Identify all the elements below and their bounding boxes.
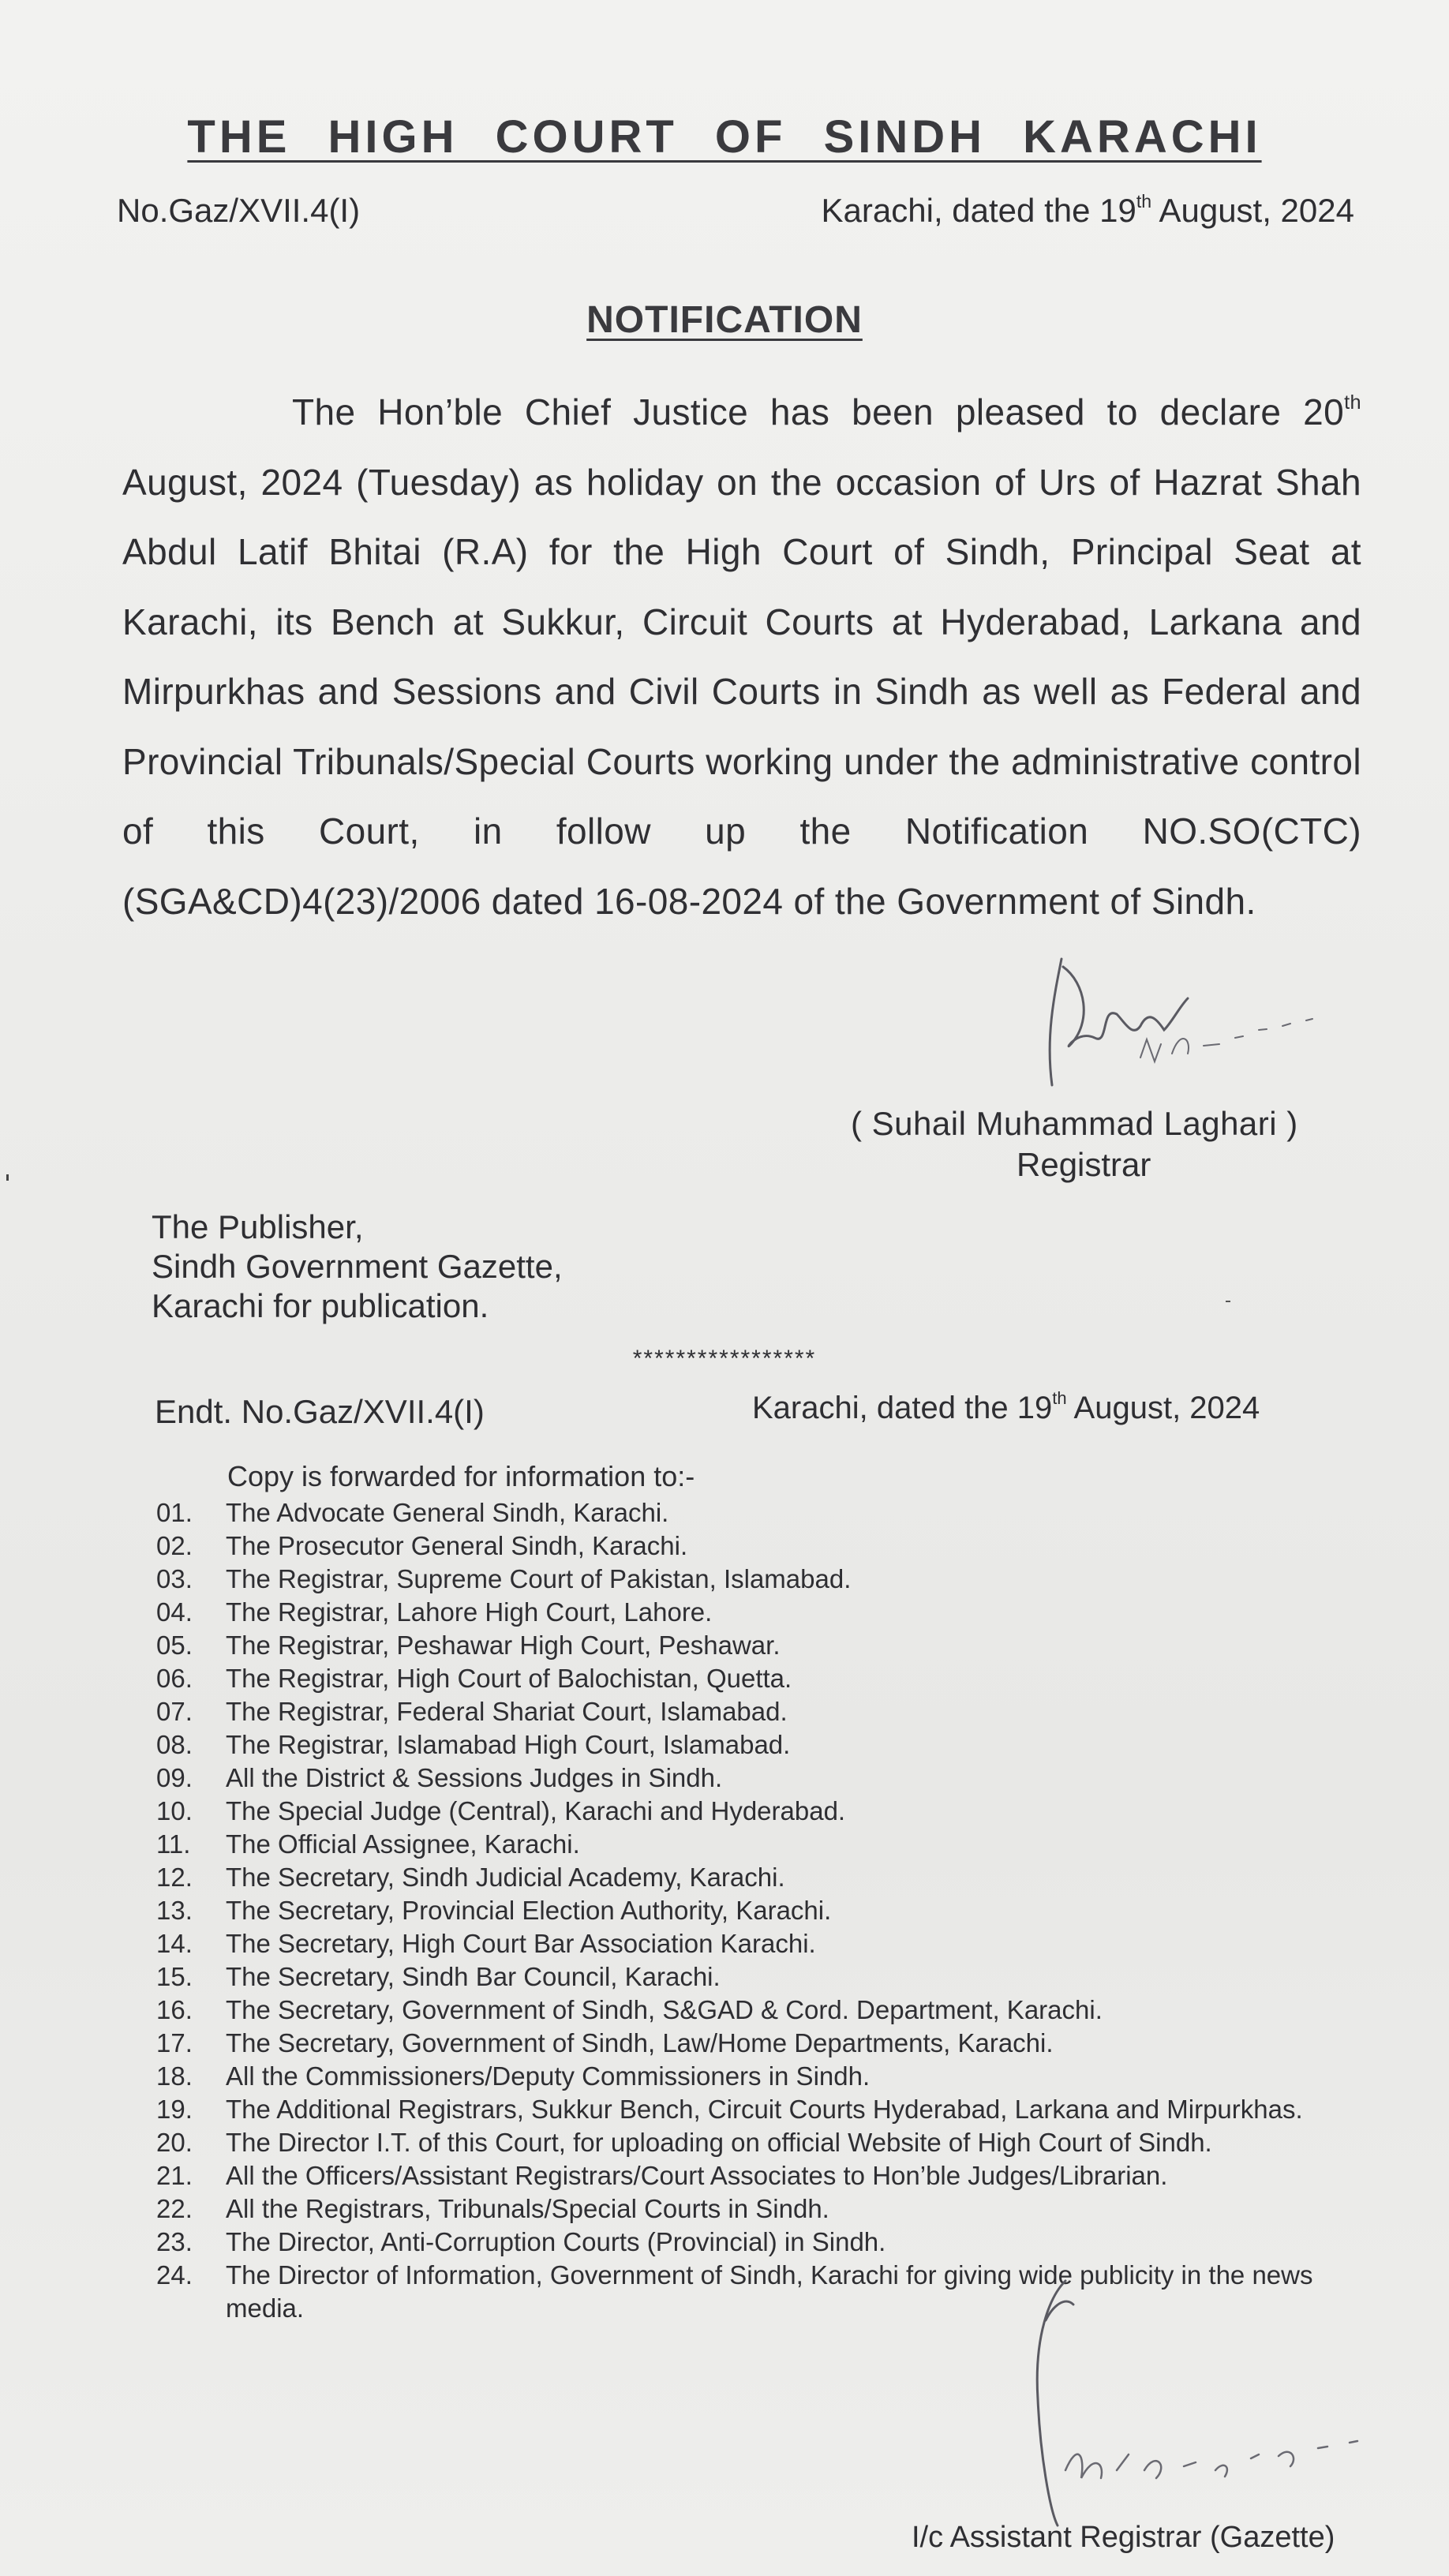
item-number: 09. xyxy=(156,1763,193,1792)
list-item xyxy=(156,2126,1340,2159)
list-item xyxy=(156,2226,1340,2259)
list-item xyxy=(156,1596,1340,1629)
list-item xyxy=(156,1828,1340,1861)
item-text: All the Officers/Assistant Registrars/Court Associates to Hon’ble Judges/Librarian. xyxy=(226,2161,1168,2190)
item-text: The Registrar, Peshawar High Court, Peshawar. xyxy=(226,1631,781,1660)
item-number: 22. xyxy=(156,2194,193,2223)
issue-date-suffix: August, 2024 xyxy=(1151,192,1354,229)
item-text: The Director, Anti-Corruption Courts (Provincial) in Sindh. xyxy=(226,2227,886,2256)
margin-mark xyxy=(6,1174,9,1181)
list-item xyxy=(156,1894,1340,1927)
item-text: The Registrar, Federal Shariat Court, Islamabad. xyxy=(226,1697,788,1726)
court-title: THE HIGH COURT OF SINDH KARACHI xyxy=(187,111,1262,163)
item-number: 14. xyxy=(156,1929,193,1958)
item-number: 01. xyxy=(156,1498,193,1527)
assistant-registrar-signature xyxy=(1018,2273,1389,2533)
list-item xyxy=(156,1728,1340,1762)
list-item xyxy=(156,2192,1340,2226)
item-text: The Prosecutor General Sindh, Karachi. xyxy=(226,1531,688,1560)
item-number: 24. xyxy=(156,2260,193,2290)
item-text: All the District & Sessions Judges in Sindh. xyxy=(226,1763,723,1792)
item-number: 06. xyxy=(156,1664,193,1693)
item-text: The Director of Information, Government of Sindh, Karachi for giving wide publicity in the news media. xyxy=(226,2260,1313,2323)
list-item xyxy=(156,1861,1340,1894)
item-number: 03. xyxy=(156,1564,193,1593)
publisher-line: Sindh Government Gazette, xyxy=(152,1248,563,1285)
item-text: The Advocate General Sindh, Karachi. xyxy=(226,1498,669,1527)
issue-date xyxy=(822,192,1354,230)
item-text: The Secretary, Government of Sindh, S&GAD & Cord. Department, Karachi. xyxy=(226,1995,1103,2024)
publisher-line: The Publisher, xyxy=(152,1208,364,1245)
item-number: 10. xyxy=(156,1796,193,1825)
reference-number: No.Gaz/XVII.4(I) xyxy=(117,192,361,229)
recipient-list xyxy=(156,1496,1340,2325)
list-item xyxy=(156,1960,1340,1994)
item-number: 20. xyxy=(156,2128,193,2157)
item-number: 16. xyxy=(156,1995,193,2024)
item-number: 13. xyxy=(156,1896,193,1925)
item-number: 18. xyxy=(156,2061,193,2091)
item-text: The Secretary, Government of Sindh, Law/Home Departments, Karachi. xyxy=(226,2028,1054,2057)
list-item xyxy=(156,2159,1340,2192)
item-number: 04. xyxy=(156,1597,193,1627)
list-item xyxy=(156,1530,1340,1563)
item-text: The Secretary, Provincial Election Authority, Karachi. xyxy=(226,1896,832,1925)
list-item xyxy=(156,2027,1340,2060)
endorsement-date-ordinal: th xyxy=(1052,1388,1067,1409)
list-item xyxy=(156,1563,1340,1596)
issue-date-ordinal: th xyxy=(1136,190,1152,212)
item-text: The Director I.T. of this Court, for uploading on official Website of High Court of Sindh. xyxy=(226,2128,1212,2157)
item-number: 05. xyxy=(156,1631,193,1660)
copy-forward-intro: Copy is forwarded for information to:- xyxy=(227,1460,695,1492)
list-item xyxy=(156,1795,1340,1828)
endorsement-date-prefix: Karachi, dated the 19 xyxy=(752,1391,1053,1425)
signatory-name: ( Suhail Muhammad Laghari ) xyxy=(851,1105,1298,1142)
item-number: 19. xyxy=(156,2095,193,2124)
item-number: 12. xyxy=(156,1863,193,1892)
stray-mark xyxy=(1226,1301,1230,1302)
item-text: All the Registrars, Tribunals/Special Courts in Sindh. xyxy=(226,2194,829,2223)
body-text-part2: August, 2024 (Tuesday) as holiday on the occasion of Urs of Hazrat Shah Abdul Latif Bhitai (R.A) for the High Court of Sindh, Principal Seat at Karachi, its Bench at Sukkur, Circuit Courts at Hyderabad, Larkana and Mirpurkhas and Sessions and Civil Courts in Sindh as well as Federal and Provincial Tribunals/Special Courts working under the administrative control of this Court, in follow up the Notification NO.SO(CTC)(SGA&CD)4(23)/2006 dated 16-08-2024 of the Government of Sindh. xyxy=(122,461,1361,922)
registrar-signature xyxy=(1022,951,1354,1101)
item-text: The Secretary, Sindh Bar Council, Karachi. xyxy=(226,1962,721,1991)
item-number: 08. xyxy=(156,1730,193,1759)
item-text: The Special Judge (Central), Karachi and Hyderabad. xyxy=(226,1796,846,1825)
item-text: The Secretary, High Court Bar Association Karachi. xyxy=(226,1929,816,1958)
item-number: 21. xyxy=(156,2161,193,2190)
issue-date-prefix: Karachi, dated the 19 xyxy=(821,192,1136,229)
list-item xyxy=(156,1496,1340,1530)
item-number: 17. xyxy=(156,2028,193,2057)
publisher-address xyxy=(152,1208,563,1326)
notification-heading: NOTIFICATION xyxy=(586,299,863,341)
item-text: The Additional Registrars, Sukkur Bench, Circuit Courts Hyderabad, Larkana and Mirpurkhas. xyxy=(226,2095,1303,2124)
list-item xyxy=(156,1994,1340,2027)
list-item xyxy=(156,1629,1340,1662)
list-item xyxy=(156,1695,1340,1728)
notification-body xyxy=(122,377,1361,936)
body-ordinal: th xyxy=(1344,391,1361,414)
separator: ***************** xyxy=(632,1346,817,1372)
item-text: The Registrar, High Court of Balochistan, Quetta. xyxy=(226,1664,792,1693)
item-number: 23. xyxy=(156,2227,193,2256)
item-text: The Registrar, Supreme Court of Pakistan, Islamabad. xyxy=(226,1564,852,1593)
item-number: 11. xyxy=(156,1829,191,1859)
list-item xyxy=(156,2060,1340,2093)
item-text: The Registrar, Lahore High Court, Lahore. xyxy=(226,1597,713,1627)
item-text: The Official Assignee, Karachi. xyxy=(226,1829,580,1859)
endorsement-date xyxy=(752,1388,1260,1426)
endorsement-number: Endt. No.Gaz/XVII.4(I) xyxy=(155,1393,485,1430)
item-text: The Secretary, Sindh Judicial Academy, Karachi. xyxy=(226,1863,785,1892)
footer-signatory: I/c Assistant Registrar (Gazette) xyxy=(912,2521,1335,2554)
item-text: All the Commissioners/Deputy Commissioners in Sindh. xyxy=(226,2061,871,2091)
signatory-designation: Registrar xyxy=(1017,1146,1151,1183)
list-item xyxy=(156,2093,1340,2126)
endorsement-date-suffix: August, 2024 xyxy=(1066,1391,1260,1425)
item-number: 07. xyxy=(156,1697,193,1726)
item-number: 15. xyxy=(156,1962,193,1991)
list-item xyxy=(156,1662,1340,1695)
list-item xyxy=(156,1927,1340,1960)
publisher-line: Karachi for publication. xyxy=(152,1287,489,1324)
list-item xyxy=(156,1762,1340,1795)
item-text: The Registrar, Islamabad High Court, Islamabad. xyxy=(226,1730,791,1759)
item-number: 02. xyxy=(156,1531,193,1560)
body-text-part1: The Hon’ble Chief Justice has been pleased to declare 20 xyxy=(292,391,1345,432)
